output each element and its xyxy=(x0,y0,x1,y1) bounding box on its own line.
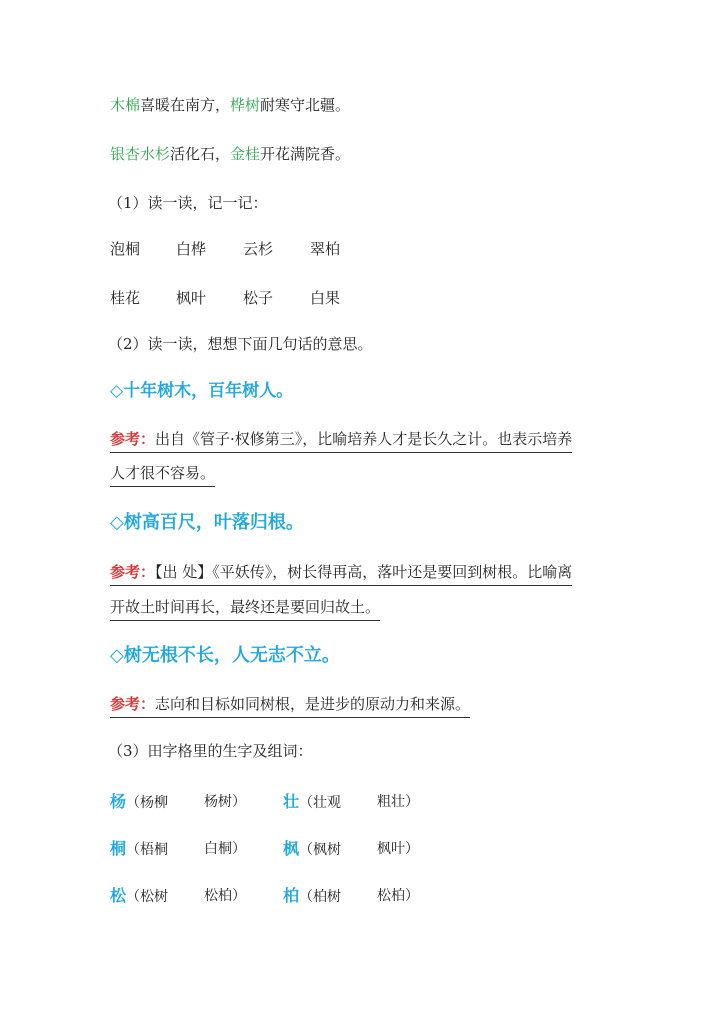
vocab-word: （松树 xyxy=(126,889,169,905)
q1-word: 白桦 xyxy=(176,240,207,258)
poem-tree-3: 银杏水杉 xyxy=(110,145,171,163)
q1-word: 白果 xyxy=(310,289,341,307)
vocab-entry xyxy=(283,836,341,859)
vocab-word: 杨树） xyxy=(204,794,246,810)
vocab-word: 枫叶） xyxy=(377,841,419,857)
proverb-heading-3: ◇树无根不长，人无志不立。 xyxy=(110,645,340,666)
q1-title: （1）读一读，记一记： xyxy=(108,194,268,212)
q1-word: 松子 xyxy=(243,289,274,307)
vocab-entry xyxy=(283,789,341,812)
reference-3 xyxy=(110,693,470,718)
poem-line-2 xyxy=(110,143,350,165)
proverb-heading-2: ◇树高百尺，叶落归根。 xyxy=(110,512,304,533)
reference-label: 参考： xyxy=(110,563,156,581)
reference-1 xyxy=(110,428,572,453)
vocab-char: 松 xyxy=(110,886,127,905)
vocab-word: （壮观 xyxy=(299,795,342,811)
vocab-entry xyxy=(110,789,168,812)
vocab-entry xyxy=(110,883,168,906)
reference-label: 参考： xyxy=(110,695,156,713)
poem-line-1 xyxy=(110,94,350,116)
vocab-word: 粗壮） xyxy=(377,794,419,810)
vocab-word: （柏树 xyxy=(299,889,342,905)
poem-tree-4: 金桂 xyxy=(230,145,261,163)
poem-text-2: 耐寒守北疆。 xyxy=(260,96,351,114)
reference-text: 志向和目标如同树根，是进步的原动力和来源。 xyxy=(155,695,471,713)
q1-word: 枫叶 xyxy=(176,289,207,307)
proverb-heading-1: ◇十年树木，百年树人。 xyxy=(110,381,294,401)
reference-text: 人才很不容易。 xyxy=(110,462,215,487)
reference-text: 【出 处】《平妖传》，树长得再高，落叶还是要回到树根。比喻离 xyxy=(155,563,573,581)
reference-2-cont xyxy=(110,596,380,621)
q1-word: 云杉 xyxy=(243,240,274,258)
vocab-entry xyxy=(283,883,341,906)
poem-tree-2: 桦树 xyxy=(230,96,261,114)
vocab-word: 松柏） xyxy=(377,888,419,904)
reference-text: 出自《管子·权修第三》，比喻培养人才是长久之计。也表示培养 xyxy=(155,430,573,448)
reference-1-cont xyxy=(110,462,215,487)
vocab-char: 桐 xyxy=(110,839,127,858)
q1-word: 泡桐 xyxy=(110,240,141,258)
poem-text-1: 喜暖在南方， xyxy=(140,96,231,114)
vocab-char: 柏 xyxy=(283,886,300,905)
vocab-entry xyxy=(110,836,168,859)
poem-text-4: 开花满院香。 xyxy=(260,145,351,163)
reference-2 xyxy=(110,561,572,586)
poem-tree-1: 木棉 xyxy=(110,96,141,114)
q3-title: （3）田字格里的生字及组词： xyxy=(108,742,313,760)
vocab-word: （枫树 xyxy=(299,842,342,858)
vocab-word: （杨柳 xyxy=(126,795,169,811)
vocab-word: 松柏） xyxy=(204,888,246,904)
poem-text-3: 活化石， xyxy=(170,145,231,163)
q1-word: 翠柏 xyxy=(310,240,341,258)
vocab-char: 枫 xyxy=(283,839,300,858)
reference-text: 开故土时间再长，最终还是要回归故土。 xyxy=(110,596,380,621)
reference-label: 参考： xyxy=(110,430,156,448)
vocab-word: （梧桐 xyxy=(126,842,169,858)
vocab-char: 壮 xyxy=(283,792,300,811)
q1-word: 桂花 xyxy=(110,289,141,307)
vocab-char: 杨 xyxy=(110,792,127,811)
vocab-word: 白桐） xyxy=(204,841,246,857)
q2-title: （2）读一读，想想下面几句话的意思。 xyxy=(108,335,373,353)
